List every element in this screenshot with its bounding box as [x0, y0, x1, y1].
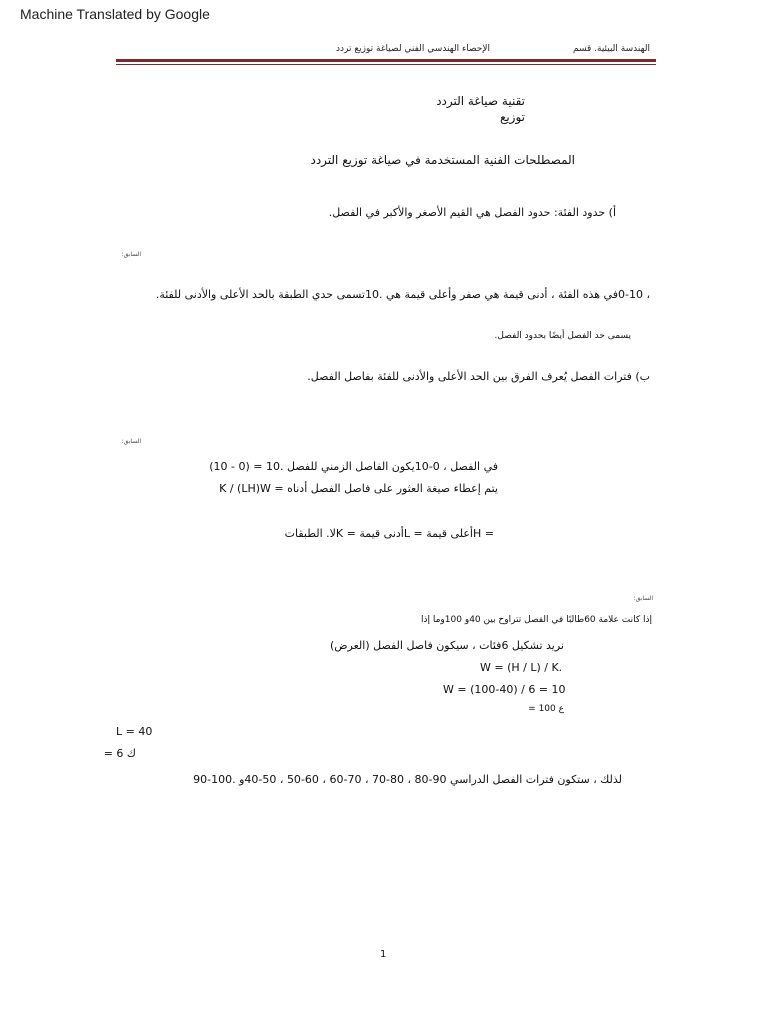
class-interval-definition: ب) فترات الفصل يُعرف الفرق بين الحد الأعلى والأدنى للفئة بفاصل الفصل. — [307, 370, 650, 383]
worked-example-k-value: ك 6 = — [103, 747, 136, 760]
worked-example-formula: W = (H / L) / K. — [480, 661, 563, 674]
class-interval-legend: = Hأعلى قيمة = Lأدنى قيمة = Kلا. الطبقات — [284, 527, 494, 540]
class-limits-example-text: ، 0-10في هذه الفئة ، أدنى قيمة هي صفر وأعلى قيمة هي .10تسمى حدي الطبقة بالحد الأعلى والأدنى للفئة. — [155, 288, 650, 301]
class-interval-example-line-1: في الفصل ، 0-10يكون الفاصل الزمني للفصل .10 = (0 - 10) — [209, 460, 498, 473]
title-line-2: توزيع — [499, 110, 525, 124]
class-limits-definition: أ) حدود الفئة: حدود الفصل هي القيم الأصغر والأكبر في الفصل. — [328, 206, 616, 219]
worked-example-computation: W = (100-40) / 6 = 10 — [443, 683, 566, 696]
header-rule-thin — [116, 64, 656, 65]
worked-example-line-1: إذا كانت علامة 60طالبًا في الفصل تتراوح بين 40و 100وما إذا — [421, 615, 652, 625]
worked-example-label: السابق: — [633, 595, 653, 602]
worked-example-line-2: نريد تشكيل 6فئات ، سيكون فاصل الفصل (العرض) — [329, 639, 564, 652]
page-number: 1 — [380, 949, 387, 960]
machine-translation-banner: Machine Translated by Google — [20, 6, 210, 22]
section-heading: المصطلحات الفنية المستخدمة في صياغة توزيع التردد — [310, 153, 575, 167]
header-rule-thick — [116, 59, 656, 62]
class-limits-note: يسمى حد الفصل أيضًا بحدود الفصل. — [494, 331, 631, 341]
title-line-1: تقنية صياغة التردد — [436, 94, 525, 108]
header-course-title: الإحصاء الهندسي الفني لصياغة توزيع تردد — [336, 44, 490, 54]
worked-example-h-value: ع 100 = — [528, 704, 564, 714]
class-limits-example-label: السابق: — [121, 251, 141, 258]
class-interval-formula-line: يتم إعطاء صيغة العثور على فاصل الفصل أدناه = K / (LH)W — [219, 482, 498, 495]
worked-example-conclusion: لذلك ، ستكون فترات الفصل الدراسي 90-80 ، 80-70 ، 70-60 ، 60-50 ، 50-40و .100-90 — [193, 773, 622, 786]
class-interval-example-label: السابق: — [121, 438, 141, 445]
header-department: الهندسة البيئية. قسم — [572, 44, 650, 54]
worked-example-l-value: L = 40 — [116, 725, 153, 738]
